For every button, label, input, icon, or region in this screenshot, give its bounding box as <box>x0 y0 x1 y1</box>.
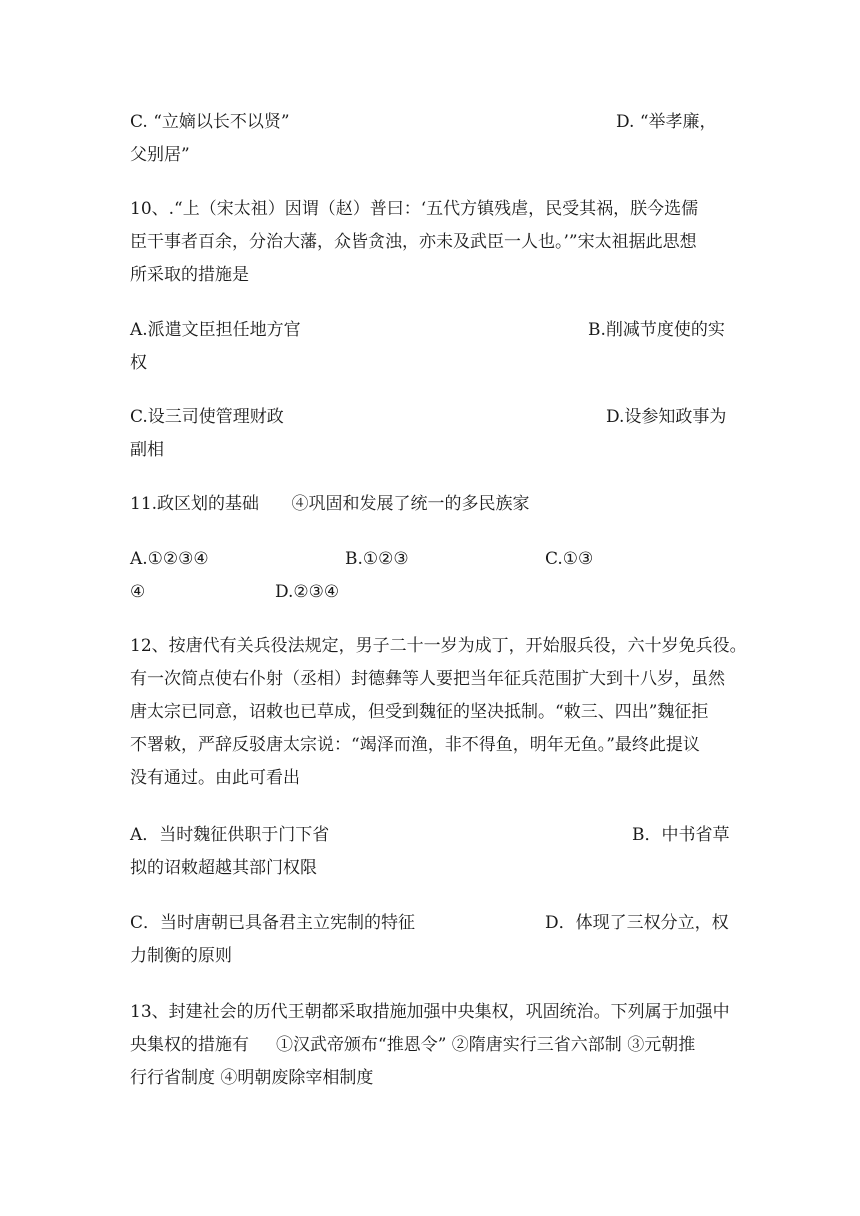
q10-stem-line-2: 臣干事者百余，分治大藩，众皆贪浊，亦未及武臣一人也。’”宋太祖据此思想 <box>130 232 697 252</box>
q10-option-d-continued: 副相 <box>130 440 164 460</box>
q12-option-b: B．中书省草 <box>632 825 730 845</box>
q12-stem-line-4: 不署敕，严辞反驳唐太宗说：“竭泽而渔，非不得鱼，明年无鱼。”最终此提议 <box>130 735 700 755</box>
q12-stem-line-2: 有一次简点使右仆射（丞相）封德彝等人要把当年征兵范围扩大到十八岁，虽然 <box>130 669 725 689</box>
q10-option-c: C.设三司使管理财政 <box>130 407 284 427</box>
q10-stem-line-1: 10、.“上（宋太祖）因谓（赵）普曰：‘五代方镇残虐，民受其祸，朕今选儒 <box>130 199 699 219</box>
q12-option-a: A．当时魏征供职于门下省 <box>130 825 330 845</box>
q10-option-a: A.派遣文臣担任地方官 <box>130 320 301 340</box>
q11-option-a: A.①②③④ <box>130 549 209 569</box>
q9-option-d: D. “举孝廉， <box>616 112 717 132</box>
q11-option-d: D.②③④ <box>275 582 340 602</box>
q10-option-d: D.设参知政事为 <box>606 407 727 427</box>
q11-stem: 11.政区划的基础 ④巩固和发展了统一的多民族家 <box>130 494 530 514</box>
q12-stem-line-5: 没有通过。由此可看出 <box>130 768 300 788</box>
q12-option-d-continued: 力制衡的原则 <box>130 946 232 966</box>
q12-option-b-continued: 拟的诏敕超越其部门权限 <box>130 858 317 878</box>
q12-option-d: D．体现了三权分立，权 <box>545 913 729 933</box>
q10-stem-line-3: 所采取的措施是 <box>130 265 249 285</box>
q11-option-b: B.①②③ <box>345 549 409 569</box>
q9-option-d-continued: 父别居” <box>130 145 190 165</box>
q10-option-b-continued: 权 <box>130 353 147 373</box>
q10-option-b: B.削减节度使的实 <box>588 320 725 340</box>
q12-stem-line-1: 12、按唐代有关兵役法规定，男子二十一岁为成丁，开始服兵役，六十岁免兵役。 <box>130 636 747 656</box>
q11-option-c: C.①③ <box>545 549 594 569</box>
q11-option-c-continued: ④ <box>130 582 146 602</box>
q13-stem-line-1: 13、封建社会的历代王朝都采取措施加强中央集权，巩固统治。下列属于加强中 <box>130 1002 730 1022</box>
q9-option-c: C. “立嫡以长不以贤” <box>130 112 290 132</box>
q12-stem-line-3: 唐太宗已同意，诏敕也已草成，但受到魏征的坚决抵制。“敕三、四出”魏征拒 <box>130 702 709 722</box>
q12-option-c: C．当时唐朝已具备君主立宪制的特征 <box>130 913 416 933</box>
q13-stem-line-2: 央集权的措施有 ①汉武帝颁布“推恩令” ②隋唐实行三省六部制 ③元朝推 <box>130 1035 696 1055</box>
q13-stem-line-3: 行行省制度 ④明朝废除宰相制度 <box>130 1068 374 1088</box>
